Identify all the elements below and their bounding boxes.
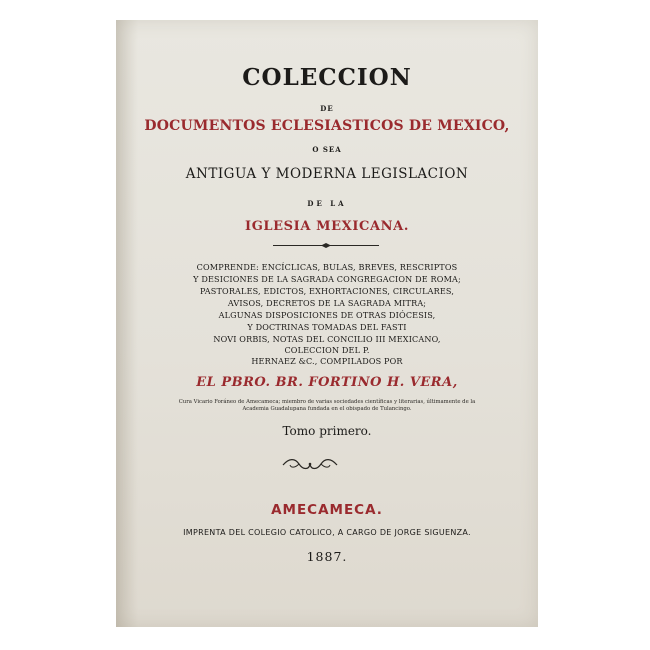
author-note: Cura Vicario Foráneo de Amecameca; miembro de varias sociedades científicas y literarias, últimamente de la: [178, 399, 476, 405]
contents-line: Y DOCTRINAS TOMADAS DEL FASTI: [247, 322, 407, 332]
contents-line: COLECCION DEL P.: [284, 345, 370, 355]
title-page: [116, 20, 538, 627]
volume-label: Tomo primero.: [282, 424, 372, 438]
printer-line: IMPRENTA DEL COLEGIO CATOLICO, A CARGO DE JORGE SIGUENZA.: [183, 528, 471, 537]
contents-line: AVISOS, DECRETOS DE LA SAGRADA MITRA;: [227, 298, 427, 308]
book-subtitle-2: ANTIGUA Y MODERNA LEGISLACION: [185, 166, 469, 182]
divider-rule: [273, 244, 379, 247]
connector-de-la: DE LA: [307, 199, 347, 208]
author-name: EL PBRO. BR. FORTINO H. VERA,: [196, 375, 458, 390]
connector-o-sea: O SEA: [312, 145, 342, 154]
place-of-publication: AMECAMECA.: [271, 502, 383, 518]
contents-line: PASTORALES, EDICTOS, EXHORTACIONES, CIRCULARES,: [199, 286, 455, 296]
contents-line: COMPRENDE: ENCÍCLICAS, BULAS, BREVES, RESCRIPTOS: [196, 262, 458, 272]
ornament-icon: [281, 457, 339, 472]
contents-line: NOVI ORBIS, NOTAS DEL CONCILIO III MEXICANO,: [213, 334, 441, 344]
book-subtitle: DOCUMENTOS ECLESIASTICOS DE MEXICO,: [144, 118, 510, 134]
contents-line: HERNAEZ &C., COMPILADOS POR: [251, 356, 403, 366]
church-name: IGLESIA MEXICANA.: [245, 219, 409, 234]
contents-line: ALGUNAS DISPOSICIONES DE OTRAS DIÓCESIS,: [218, 310, 436, 320]
connector-de: DE: [320, 104, 334, 113]
book-title: COLECCION: [242, 64, 412, 91]
contents-line: Y DESICIONES DE LA SAGRADA CONGREGACION DE ROMA;: [193, 274, 461, 284]
publication-year: 1887.: [306, 549, 348, 564]
author-note: Academia Guadalupana fundada en el obispado de Tulancingo.: [242, 406, 412, 412]
